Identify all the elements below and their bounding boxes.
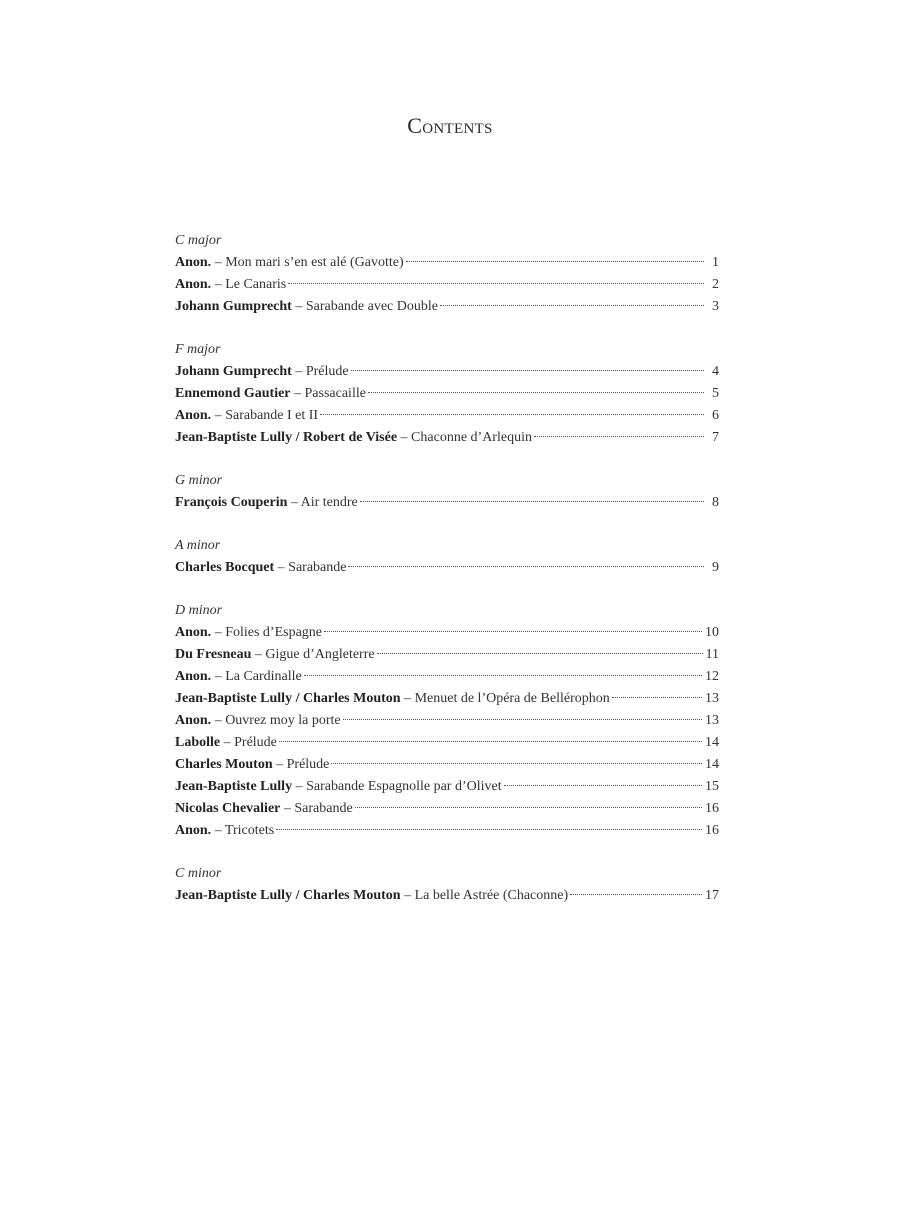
toc-entry[interactable] [175, 885, 719, 907]
section-heading: G minor [175, 473, 223, 488]
composer-name: Jean-Baptiste Lully / Charles Mouton [175, 691, 401, 706]
toc-entry[interactable] [175, 492, 719, 514]
toc-entry[interactable] [175, 644, 719, 666]
dot-leader [360, 501, 704, 502]
piece-title: – Sarabande avec Double [291, 299, 438, 314]
entry-text [175, 885, 568, 907]
toc-entry[interactable] [175, 666, 719, 688]
section-heading: F major [175, 342, 221, 357]
page-number: 9 [712, 560, 719, 575]
toc-entry[interactable] [175, 820, 719, 842]
toc-entry[interactable] [175, 557, 719, 579]
page-number: 1 [712, 255, 719, 270]
entry-text [175, 405, 318, 427]
entry-text [175, 557, 346, 579]
page-number: 15 [705, 779, 719, 794]
toc-entry[interactable] [175, 405, 719, 427]
page-number: 6 [712, 408, 719, 423]
piece-title: – Prélude [272, 757, 330, 772]
section-heading: A minor [175, 538, 221, 553]
entry-text [175, 361, 349, 383]
piece-title: – Menuet de l’Opéra de Bellérophon [400, 691, 610, 706]
toc-entry[interactable] [175, 688, 719, 710]
dot-leader [377, 653, 703, 654]
page-number: 7 [712, 430, 719, 445]
composer-name: Anon. [175, 625, 212, 640]
dot-leader [348, 566, 704, 567]
piece-title: – Air tendre [287, 495, 358, 510]
composer-name: Johann Gumprecht [175, 299, 292, 314]
piece-title: – Mon mari s’en est alé (Gavotte) [211, 255, 404, 270]
dot-leader [276, 829, 702, 830]
toc-entry[interactable] [175, 754, 719, 776]
composer-name: Jean-Baptiste Lully / Charles Mouton [175, 888, 401, 903]
composer-name: Anon. [175, 713, 212, 728]
composer-name: Ennemond Gautier [175, 386, 291, 401]
section-heading: C major [175, 233, 222, 248]
dot-leader [331, 763, 702, 764]
piece-title: – Sarabande Espagnolle par d’Olivet [292, 779, 502, 794]
entry-text [175, 776, 502, 798]
dot-leader [288, 283, 704, 284]
toc-entry[interactable] [175, 383, 719, 405]
entry-text [175, 492, 358, 514]
toc-section-d-minor [175, 600, 719, 842]
composer-name: Labolle [175, 735, 221, 750]
page-number: 10 [705, 625, 719, 640]
piece-title: – Gigue d’Angleterre [251, 647, 375, 662]
composer-name: Du Fresneau [175, 647, 252, 662]
page-number: 16 [705, 801, 719, 816]
page-number: 13 [705, 691, 719, 706]
piece-title: – Prélude [291, 364, 349, 379]
dot-leader [355, 807, 702, 808]
page-number: 16 [705, 823, 719, 838]
dot-leader [279, 741, 702, 742]
dot-leader [320, 414, 704, 415]
dot-leader [440, 305, 704, 306]
entry-text [175, 710, 341, 732]
composer-name: Anon. [175, 277, 212, 292]
composer-name: Charles Mouton [175, 757, 273, 772]
piece-title: – Le Canaris [211, 277, 287, 292]
dot-leader [304, 675, 702, 676]
toc-entry[interactable] [175, 622, 719, 644]
composer-name: Anon. [175, 669, 212, 684]
toc-section-g-minor [175, 470, 719, 514]
entry-text [175, 798, 353, 820]
entry-text [175, 754, 329, 776]
toc-entry[interactable] [175, 296, 719, 318]
piece-title: – Sarabande I et II [211, 408, 319, 423]
entry-text [175, 666, 302, 688]
dot-leader [368, 392, 704, 393]
page-number: 11 [705, 647, 719, 662]
toc-entry[interactable] [175, 776, 719, 798]
composer-name: Johann Gumprecht [175, 364, 292, 379]
piece-title: – La Cardinalle [211, 669, 302, 684]
toc-section-c-minor [175, 863, 719, 907]
piece-title: – Prélude [220, 735, 277, 750]
composer-name: Anon. [175, 255, 212, 270]
entry-text [175, 427, 532, 449]
toc-entry[interactable] [175, 361, 719, 383]
toc-entry[interactable] [175, 732, 719, 754]
toc-entry[interactable] [175, 274, 719, 296]
composer-name: Nicolas Chevalier [175, 801, 281, 816]
page-number: 2 [712, 277, 719, 292]
piece-title: – La belle Astrée (Chaconne) [400, 888, 569, 903]
toc-section-a-minor [175, 535, 719, 579]
page-number: 14 [705, 757, 719, 772]
piece-title: – Passacaille [290, 386, 366, 401]
toc-entry[interactable] [175, 798, 719, 820]
section-heading: D minor [175, 603, 223, 618]
composer-name: Anon. [175, 408, 212, 423]
page-title: Contents [407, 113, 493, 138]
entry-text [175, 383, 366, 405]
entry-text [175, 274, 286, 296]
entry-text [175, 820, 274, 842]
piece-title: – Folies d’Espagne [211, 625, 323, 640]
entry-text [175, 688, 610, 710]
composer-name: Jean-Baptiste Lully [175, 779, 293, 794]
piece-title: – Sarabande [274, 560, 347, 575]
section-heading: C minor [175, 866, 222, 881]
dot-leader [351, 370, 704, 371]
entry-text [175, 732, 277, 754]
toc-section-f-major [175, 339, 719, 449]
composer-name: Anon. [175, 823, 212, 838]
page-number: 4 [712, 364, 719, 379]
toc-section-c-major [175, 230, 719, 318]
entry-text [175, 644, 375, 666]
page-number: 5 [712, 386, 719, 401]
entry-text [175, 622, 322, 644]
piece-title: – Tricotets [211, 823, 275, 838]
dot-leader [612, 697, 702, 698]
composer-name: François Couperin [175, 495, 288, 510]
page-number: 14 [705, 735, 719, 750]
entry-text [175, 296, 438, 318]
toc-entry[interactable] [175, 252, 719, 274]
page-number: 12 [705, 669, 719, 684]
page-number: 13 [705, 713, 719, 728]
dot-leader [504, 785, 702, 786]
table-of-contents [175, 230, 719, 928]
toc-entry[interactable] [175, 710, 719, 732]
dot-leader [570, 894, 702, 895]
piece-title: – Chaconne d’Arlequin [397, 430, 532, 445]
page-number: 17 [705, 888, 719, 903]
composer-name: Jean-Baptiste Lully / Robert de Visée [175, 430, 398, 445]
dot-leader [343, 719, 702, 720]
page-number: 8 [712, 495, 719, 510]
page-number: 3 [712, 299, 719, 314]
toc-entry[interactable] [175, 427, 719, 449]
piece-title: – Sarabande [280, 801, 353, 816]
dot-leader [406, 261, 704, 262]
entry-text [175, 252, 404, 274]
composer-name: Charles Bocquet [175, 560, 275, 575]
dot-leader [534, 436, 704, 437]
dot-leader [324, 631, 702, 632]
piece-title: – Ouvrez moy la porte [211, 713, 341, 728]
